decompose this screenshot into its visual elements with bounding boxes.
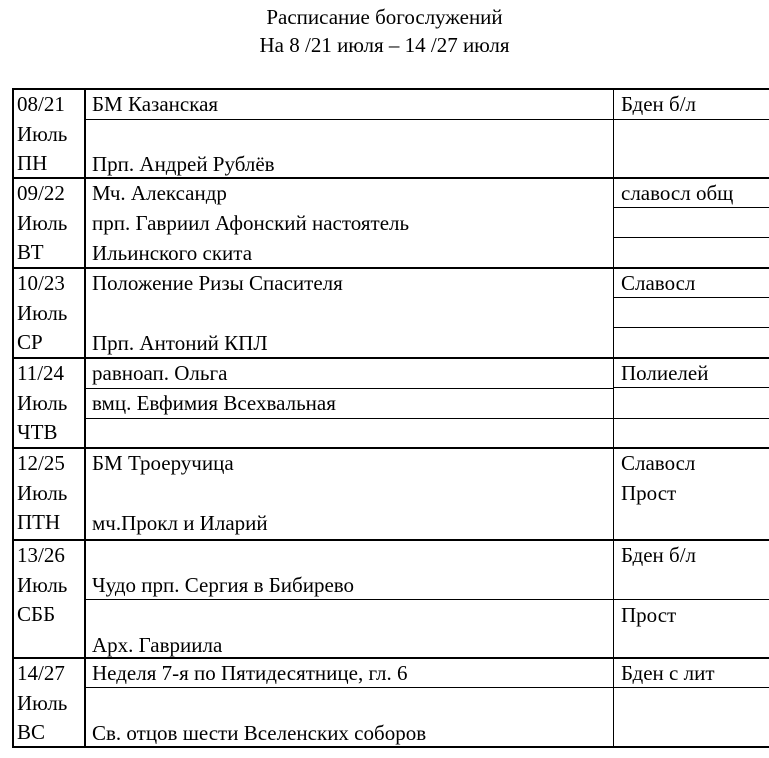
day-month: Июль — [17, 391, 68, 415]
day-date: 11/24 — [17, 361, 65, 385]
commemoration-text: равноап. Ольга — [92, 361, 228, 385]
day-month: Июль — [17, 573, 68, 597]
service-type: Бден б/л — [621, 543, 697, 567]
day-date: 10/23 — [17, 271, 65, 295]
day-month: Июль — [17, 691, 68, 715]
commemoration-text: БМ Казанская — [92, 92, 219, 116]
service-type: Полиелей — [621, 361, 709, 385]
commemoration-text: Положение Ризы Спасителя — [92, 271, 343, 295]
service-type: Бден б/л — [621, 92, 697, 116]
commemoration-text: Прп. Антоний КПЛ — [92, 331, 268, 355]
commemoration-text: Прп. Андрей Рублёв — [92, 152, 275, 176]
day-weekday: ПТН — [17, 510, 61, 534]
row-divider — [84, 119, 613, 120]
commemoration-text: прп. Гавриил Афонский настоятель — [92, 211, 410, 235]
commemoration-text: БМ Троеручица — [92, 451, 234, 475]
row-divider — [613, 119, 769, 120]
day-date: 13/26 — [17, 543, 65, 567]
row-divider — [613, 418, 769, 419]
day-date: 14/27 — [17, 661, 65, 685]
service-type: Славосл — [621, 451, 696, 475]
row-divider — [84, 418, 613, 419]
schedule-table — [12, 88, 769, 747]
commemoration-text: Неделя 7-я по Пятидесятнице, гл. 6 — [92, 661, 408, 685]
day-weekday: ЧТВ — [17, 420, 58, 444]
commemoration-text: Мч. Александр — [92, 181, 227, 205]
service-type: Бден с лит — [621, 661, 715, 685]
commemoration-text: Св. отцов шести Вселенских соборов — [92, 721, 427, 745]
row-divider — [613, 327, 769, 328]
service-type: Славосл — [621, 271, 696, 295]
day-month: Июль — [17, 122, 68, 146]
day-weekday: ПН — [17, 151, 48, 175]
day-month: Июль — [17, 211, 68, 235]
day-weekday: СББ — [17, 602, 56, 626]
service-type: Прост — [621, 603, 677, 627]
service-type: Прост — [621, 481, 677, 505]
day-date: 12/25 — [17, 451, 65, 475]
day-date: 08/21 — [17, 92, 65, 116]
commemoration-text: вмц. Евфимия Всехвальная — [92, 391, 336, 415]
service-type: славосл общ — [621, 181, 734, 205]
day-weekday: ВС — [17, 720, 46, 744]
day-weekday: СР — [17, 330, 43, 354]
commemoration-text: Ильинского скита — [92, 241, 253, 265]
day-date: 09/22 — [17, 181, 65, 205]
day-month: Июль — [17, 301, 68, 325]
day-weekday: ВТ — [17, 240, 44, 264]
commemoration-text: Чудо прп. Сергия в Бибирево — [92, 573, 355, 597]
row-divider — [613, 237, 769, 238]
commemoration-text: мч.Прокл и Иларий — [92, 511, 268, 535]
day-month: Июль — [17, 481, 68, 505]
page-title: Расписание богослужений — [266, 5, 503, 29]
commemoration-text: Арх. Гавриила — [92, 633, 223, 657]
column-divider — [12, 88, 14, 747]
date-range-subtitle: На 8 /21 июля – 14 /27 июля — [259, 33, 510, 57]
